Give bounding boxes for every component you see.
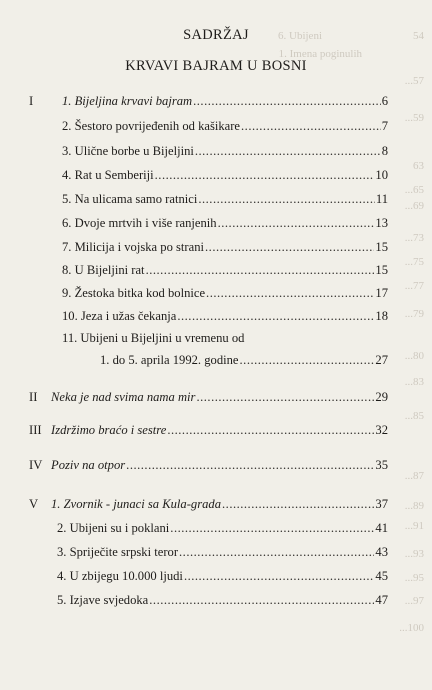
section-numeral: V xyxy=(29,497,39,511)
toc-entry[interactable] xyxy=(51,390,388,405)
entry-page: 32 xyxy=(375,423,388,437)
entry-page: 35 xyxy=(375,458,388,472)
bleed-text: 6. Ubijeni xyxy=(278,30,322,42)
entry-page: 15 xyxy=(375,263,388,277)
entry-title: 9. Žestoka bitka kod bolnice xyxy=(62,286,206,300)
leader-dots xyxy=(179,545,374,560)
toc-entry[interactable] xyxy=(57,521,388,536)
entry-page: 6 xyxy=(381,94,388,108)
leader-dots xyxy=(167,423,374,438)
bleed-text: ...95 xyxy=(404,572,424,584)
entry-page: 7 xyxy=(381,119,388,133)
toc-entry[interactable] xyxy=(51,423,388,438)
entry-page: 15 xyxy=(375,240,388,254)
entry-page: 17 xyxy=(375,286,388,300)
leader-dots xyxy=(170,521,374,536)
leader-dots xyxy=(196,390,374,405)
bleed-text: ...87 xyxy=(404,470,424,482)
bleed-text: ...83 xyxy=(404,376,424,388)
section-numeral: IV xyxy=(29,458,43,472)
toc-entry[interactable] xyxy=(62,286,388,301)
entry-title: 3. Spriječite srpski teror xyxy=(57,545,179,559)
bleed-text: ...80 xyxy=(404,350,424,362)
entry-page: 41 xyxy=(375,521,388,535)
entry-title: Izdržimo braćo i sestre xyxy=(51,423,167,437)
bleed-text: ...57 xyxy=(404,75,424,87)
leader-dots xyxy=(222,497,374,512)
entry-title: 8. U Bijeljini rat xyxy=(62,263,145,277)
entry-title: 3. Ulične borbe u Bijeljini xyxy=(62,144,194,158)
entry-page: 47 xyxy=(375,593,388,607)
leader-dots xyxy=(177,309,374,324)
entry-page: 43 xyxy=(375,545,388,559)
bleed-text: ...59 xyxy=(404,112,424,124)
bleed-text: 54 xyxy=(413,30,424,42)
entry-title: 1. Zvornik - junaci sa Kula-grada xyxy=(51,497,222,511)
entry-page: 37 xyxy=(375,497,388,511)
contents-heading: SADRŽAJ xyxy=(183,27,249,43)
entry-title: 5. Na ulicama samo ratnici xyxy=(62,192,198,206)
entry-title: 4. U zbijegu 10.000 ljudi xyxy=(57,569,183,583)
entry-title: 10. Jeza i užas čekanja xyxy=(62,309,177,323)
bleed-text: ...73 xyxy=(404,232,424,244)
toc-entry[interactable] xyxy=(62,309,388,324)
entry-title-continuation: 1. do 5. aprila 1992. godine xyxy=(100,353,239,367)
leader-dots xyxy=(205,240,374,255)
toc-entry[interactable] xyxy=(51,458,388,473)
book-title: KRVAVI BAJRAM U BOSNI xyxy=(125,58,307,74)
bleed-text: ...97 xyxy=(404,595,424,607)
toc-entry[interactable] xyxy=(62,216,388,231)
entry-title: 2. Ubijeni su i poklani xyxy=(57,521,170,535)
entry-page: 18 xyxy=(375,309,388,323)
leader-dots xyxy=(193,94,381,109)
leader-dots xyxy=(218,216,375,231)
entry-page: 27 xyxy=(375,353,388,367)
entry-title: 1. Bijeljina krvavi bajram xyxy=(62,94,193,108)
bleed-text: ...89 xyxy=(404,500,424,512)
toc-entry[interactable] xyxy=(62,144,388,159)
entry-title: Poziv na otpor xyxy=(51,458,126,472)
section-numeral: I xyxy=(29,94,34,108)
toc-entry[interactable] xyxy=(100,353,388,368)
leader-dots xyxy=(155,168,375,183)
entry-title: Neka je nad svima nama mir xyxy=(51,390,196,404)
section-numeral: III xyxy=(29,423,42,437)
leader-dots xyxy=(149,593,374,608)
entry-page: 10 xyxy=(375,168,388,182)
toc-entry[interactable] xyxy=(57,593,388,608)
toc-entry[interactable] xyxy=(62,94,388,109)
entry-title: 5. Izjave svjedoka xyxy=(57,593,149,607)
entry-title: 11. Ubijeni u Bijeljini u vremenu od xyxy=(62,331,245,345)
entry-page: 11 xyxy=(375,192,388,206)
entry-title: 6. Dvoje mrtvih i više ranjenih xyxy=(62,216,217,230)
leader-dots xyxy=(198,192,375,207)
entry-title: 2. Šestoro povrijeđenih od kašikare xyxy=(62,119,241,133)
entry-title: 7. Milicija i vojska po strani xyxy=(62,240,205,254)
bleed-text: ...75 xyxy=(404,256,424,268)
entry-page: 45 xyxy=(375,569,388,583)
section-numeral: II xyxy=(29,390,38,404)
bleed-text: ...65 xyxy=(404,184,424,196)
bleed-text: 63 xyxy=(413,160,424,172)
leader-dots xyxy=(146,263,375,278)
leader-dots xyxy=(206,286,374,301)
leader-dots xyxy=(184,569,374,584)
toc-entry[interactable] xyxy=(57,569,388,584)
bleed-text: ...79 xyxy=(404,308,424,320)
toc-entry[interactable] xyxy=(62,240,388,255)
toc-entry[interactable] xyxy=(62,263,388,278)
bleed-text: ...85 xyxy=(404,410,424,422)
leader-dots xyxy=(195,144,381,159)
leader-dots xyxy=(126,458,374,473)
bleed-text: ...93 xyxy=(404,548,424,560)
toc-entry[interactable] xyxy=(57,545,388,560)
bleed-text: ...69 xyxy=(404,200,424,212)
bleed-text: ...100 xyxy=(399,622,424,634)
entry-page: 29 xyxy=(375,390,388,404)
entry-title: 4. Rat u Semberiji xyxy=(62,168,154,182)
entry-page: 8 xyxy=(381,144,388,158)
leader-dots xyxy=(241,119,381,134)
toc-entry[interactable] xyxy=(62,168,388,183)
toc-entry[interactable] xyxy=(51,497,388,512)
bleed-text: ...77 xyxy=(404,280,424,292)
toc-entry[interactable] xyxy=(62,119,388,134)
bleed-text: ...91 xyxy=(404,520,424,532)
toc-entry[interactable] xyxy=(62,192,388,207)
leader-dots xyxy=(240,353,375,368)
entry-page: 13 xyxy=(375,216,388,230)
bleed-text: 1. Imena poginulih xyxy=(278,48,362,60)
